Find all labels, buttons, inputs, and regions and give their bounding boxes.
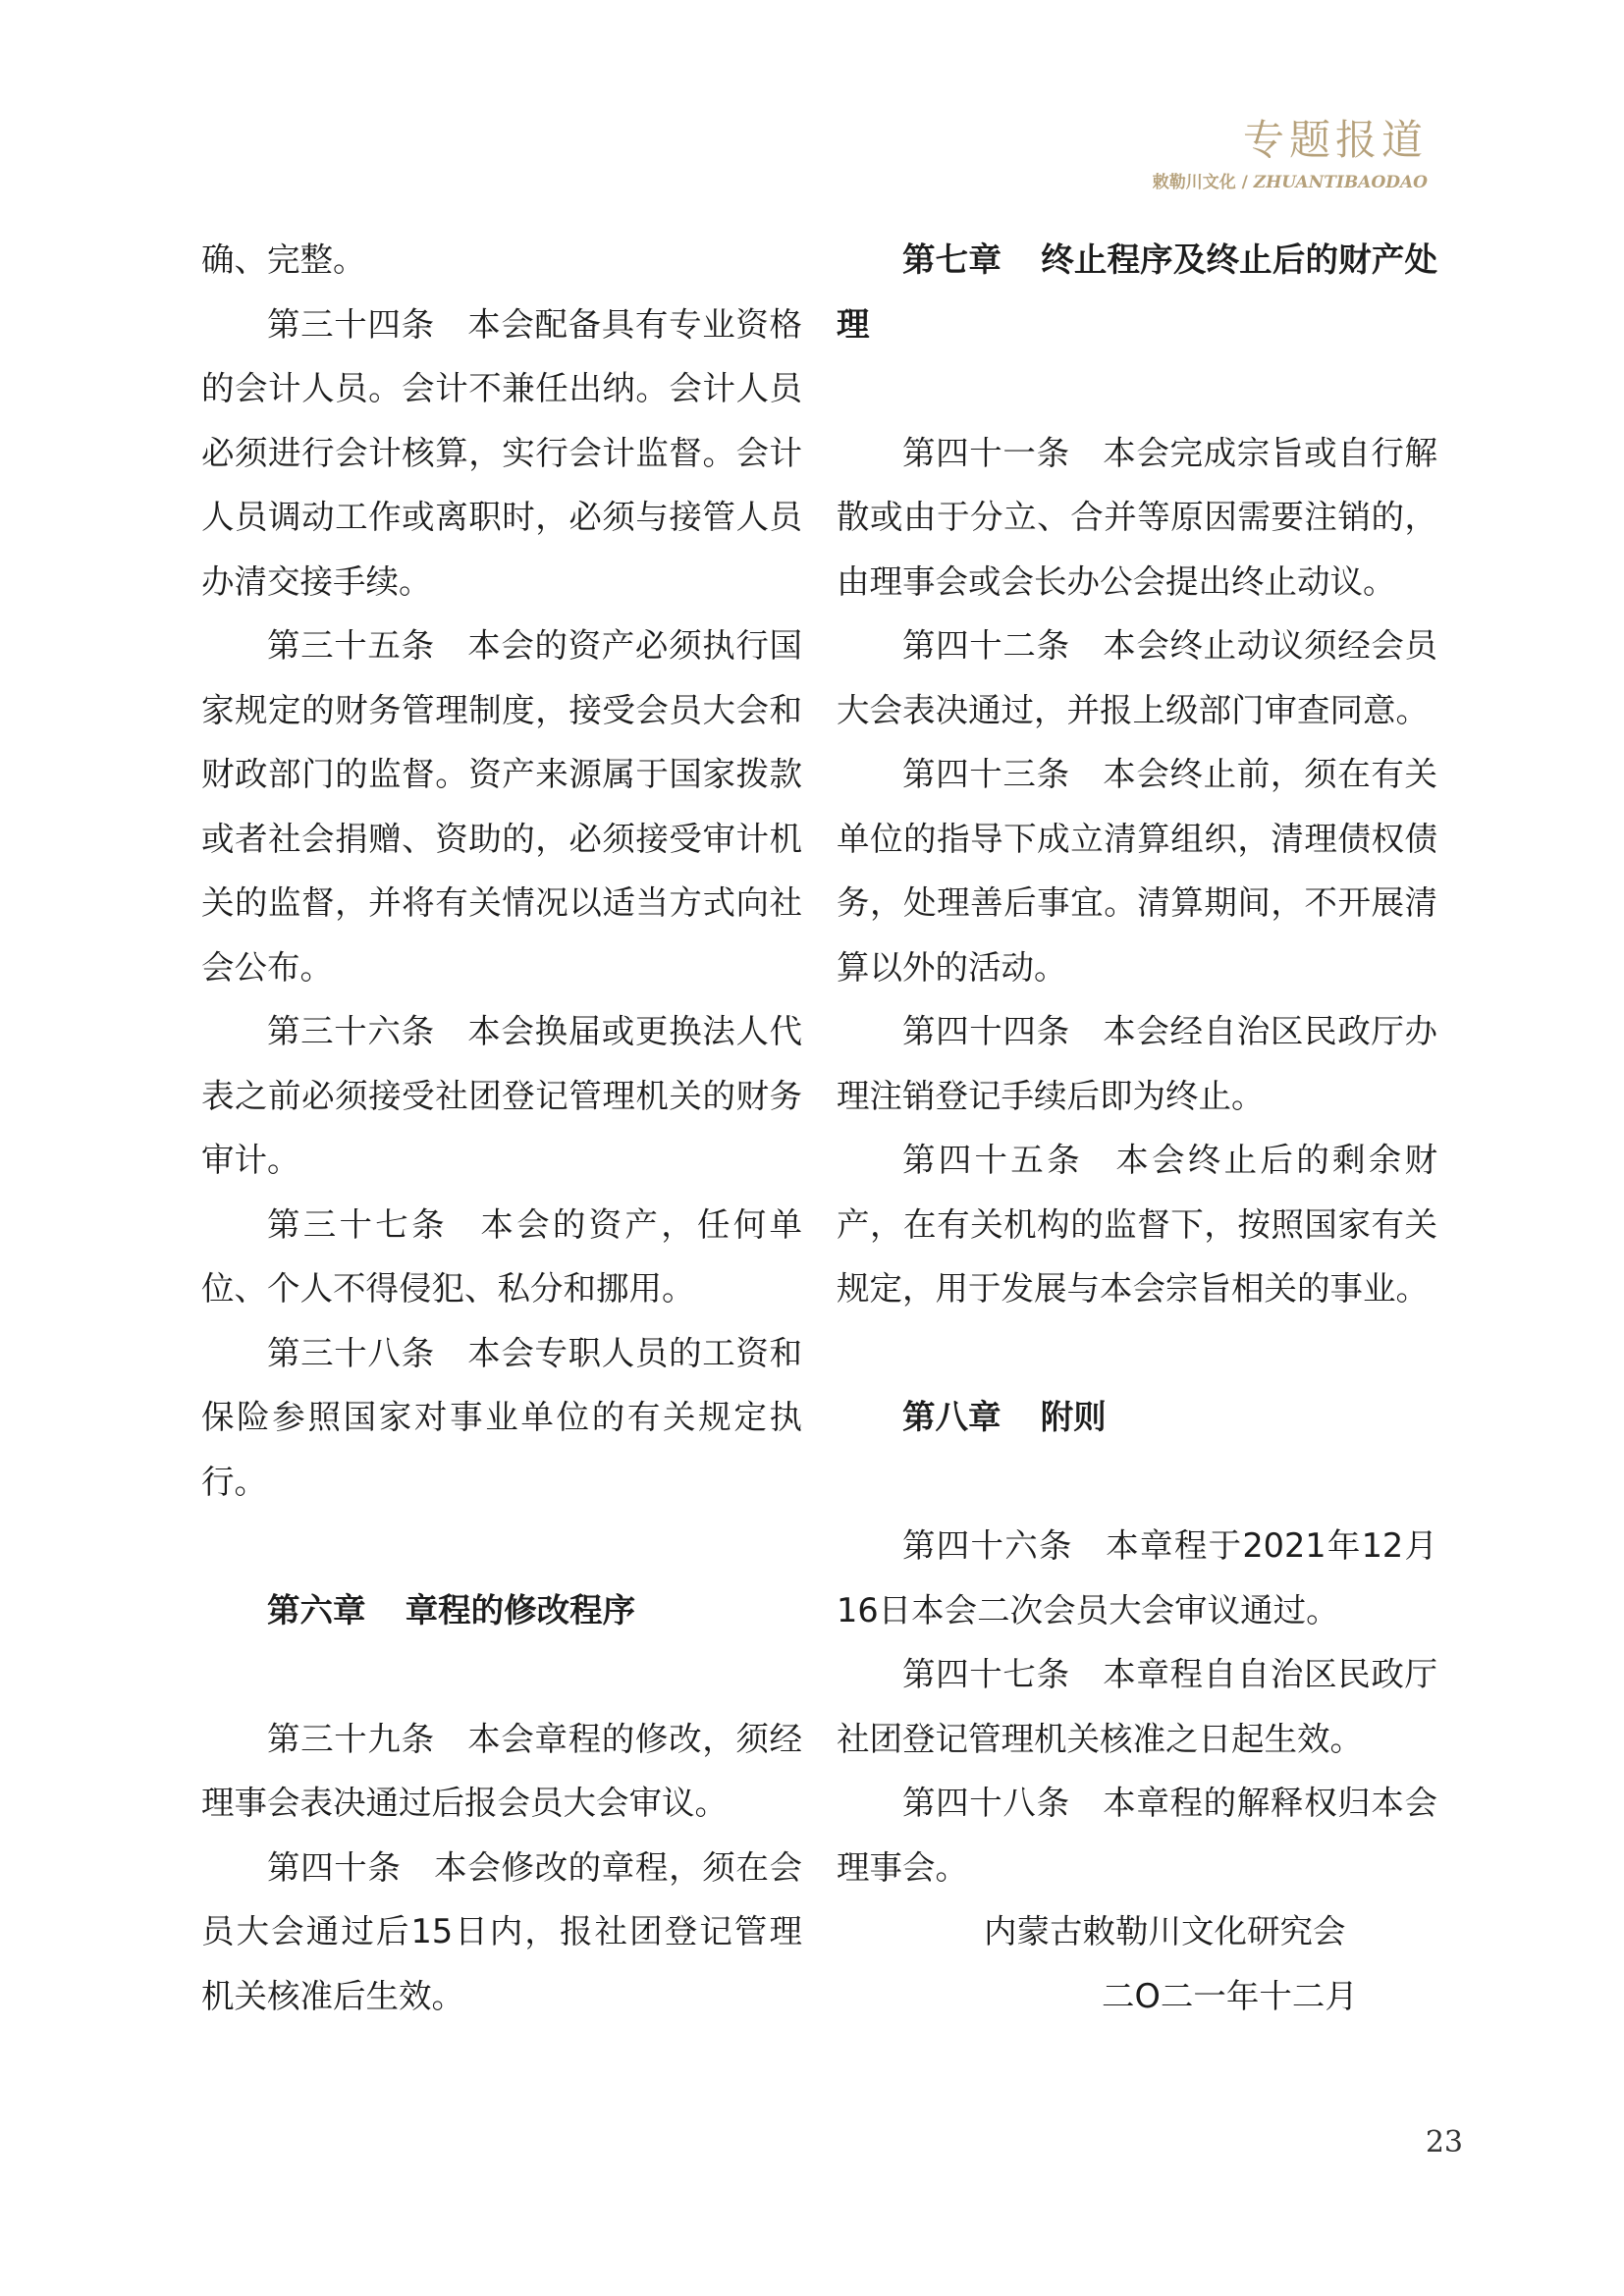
article-41 <box>837 421 1437 614</box>
article-text: 本会经自治区民政厅办理注销登记手续后即为终止。 <box>837 1012 1438 1115</box>
spacer <box>837 356 1437 421</box>
article-38 <box>201 1321 802 1515</box>
article-text: 本会修改的章程，须在会员大会通过后15日内，报社团登记管理机关核准后生效。 <box>201 1847 803 2015</box>
article-number: 第四十六条 <box>902 1526 1073 1565</box>
article-text: 本会终止前，须在有关单位的指导下成立清算组织，清理债权债务，处理善后事宜。清算期间，不开展清算以外的活动。 <box>837 755 1438 987</box>
left-column <box>201 228 802 2028</box>
chapter-6-heading <box>201 1578 802 1643</box>
article-46 <box>837 1514 1437 1642</box>
article-text: 本会换届或更换法人代表之前必须接受社团登记管理机关的财务审计。 <box>201 1012 803 1179</box>
chapter-number: 第七章 <box>902 240 1001 279</box>
article-text: 本会终止动议须经会员大会表决通过，并报上级部门审查同意。 <box>837 626 1438 729</box>
article-48 <box>837 1771 1437 1899</box>
article-text: 本会的资产必须执行国家规定的财务管理制度，接受会员大会和财政部门的监督。资产来源属于国家拨款或者社会捐赠、资助的，必须接受审计机关的监督，并将有关情况以适当方式向社会公布。 <box>201 626 803 987</box>
chapter-number: 第六章 <box>267 1590 366 1629</box>
article-text: 本会章程的修改，须经理事会表决通过后报会员大会审议。 <box>201 1719 803 1822</box>
article-text: 本会配备具有专业资格的会计人员。会计不兼任出纳。会计人员必须进行会计核算，实行会计监督。会计人员调动工作或离职时，必须与接管人员办清交接手续。 <box>201 304 803 601</box>
article-number: 第三十七条 <box>267 1204 448 1244</box>
article-number: 第三十五条 <box>267 626 435 665</box>
article-40 <box>201 1836 802 2029</box>
article-text: 本会专职人员的工资和保险参照国家对事业单位的有关规定执行。 <box>201 1333 803 1501</box>
article-text: 本章程的解释权归本会理事会。 <box>837 1784 1438 1887</box>
right-column <box>837 228 1437 2028</box>
signature-organization: 内蒙古敕勒川文化研究会 <box>984 1912 1346 1950</box>
chapter-number: 第八章 <box>902 1398 1001 1436</box>
signature-date: 二O二一年十二月 <box>1102 1976 1358 2015</box>
page-header <box>839 113 1428 195</box>
article-36 <box>201 999 802 1193</box>
article-number: 第四十四条 <box>902 1012 1070 1050</box>
section-title: 专题报道 <box>1242 116 1428 164</box>
article-number: 第四十八条 <box>902 1784 1070 1822</box>
article-number: 第四十一条 <box>902 433 1070 472</box>
chapter-7-heading <box>837 228 1437 356</box>
chapter-title: 章程的修改程序 <box>405 1590 636 1629</box>
article-37 <box>201 1193 802 1321</box>
section-subtitle <box>839 170 1428 195</box>
subtitle-separator: / <box>1235 173 1254 192</box>
article-39 <box>201 1707 802 1836</box>
spacer <box>837 1321 1437 1386</box>
article-text: 本会完成宗旨或自行解散或由于分立、合并等原因需要注销的，由理事会或会长办公会提出终止动议。 <box>837 433 1438 601</box>
article-number: 第四十五条 <box>902 1141 1083 1179</box>
article-47 <box>837 1642 1437 1771</box>
article-35 <box>201 614 802 999</box>
subtitle-cn: 敕勒川文化 <box>1152 173 1236 192</box>
chapter-title: 终止程序及终止后的财产处理 <box>837 240 1438 344</box>
article-42 <box>837 614 1437 742</box>
chapter-8-heading <box>837 1385 1437 1450</box>
article-number: 第三十九条 <box>267 1719 435 1758</box>
article-44 <box>837 999 1437 1128</box>
article-number: 第三十四条 <box>267 304 435 344</box>
article-number: 第四十三条 <box>902 755 1070 793</box>
article-number: 第三十六条 <box>267 1012 435 1050</box>
spacer <box>201 1514 802 1578</box>
page-number: 23 <box>1425 2125 1463 2160</box>
article-43 <box>837 742 1437 999</box>
article-34 <box>201 293 802 614</box>
article-text: 本章程于2021年12月16日本会二次会员大会审议通过。 <box>837 1526 1437 1629</box>
article-text: 本会终止后的剩余财产，在有关机构的监督下，按照国家有关规定，用于发展与本会宗旨相关的事业。 <box>837 1141 1438 1308</box>
spacer <box>201 1642 802 1707</box>
article-text: 本会的资产，任何单位、个人不得侵犯、私分和挪用。 <box>201 1204 803 1308</box>
subtitle-en: ZHUANTIBAODAO <box>1253 173 1428 192</box>
article-number: 第四十二条 <box>902 626 1070 665</box>
article-number: 第三十八条 <box>267 1333 435 1372</box>
chapter-title: 附则 <box>1040 1398 1107 1436</box>
article-number: 第四十条 <box>267 1847 402 1887</box>
spacer <box>837 1450 1437 1515</box>
paragraph-continued: 确、完整。 <box>201 240 366 279</box>
article-number: 第四十七条 <box>902 1655 1070 1693</box>
article-45 <box>837 1128 1437 1321</box>
article-text: 本章程自自治区民政厅社团登记管理机关核准之日起生效。 <box>837 1655 1438 1758</box>
